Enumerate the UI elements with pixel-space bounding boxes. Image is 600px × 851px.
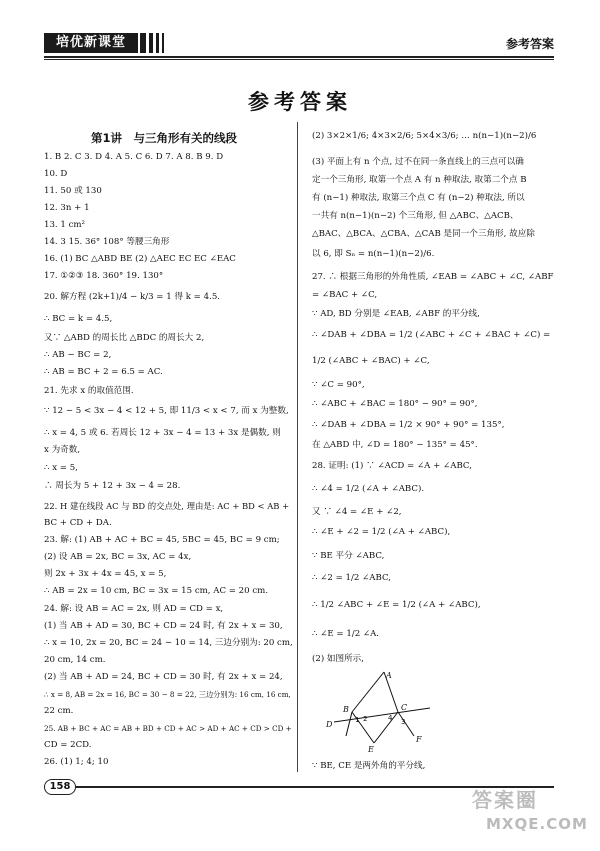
figure-label: A <box>386 671 392 680</box>
answer-line: 22. H 建在线段 AC 与 BD 的交点处, 理由是: AC + BD < AB + <box>44 501 290 511</box>
answer-line: ∴ BC = k = 4.5, <box>44 314 113 324</box>
right-answer-column <box>312 0 557 780</box>
answer-line: 24. 解: 设 AB = AC = 2x, 则 AD = CD = x, <box>44 604 224 614</box>
answer-line: BC + CD + DA. <box>44 518 112 528</box>
watermark-url: MXQE.COM <box>486 815 588 833</box>
page-number: 158 <box>44 779 76 795</box>
answer-line: 20 cm, 14 cm. <box>44 655 106 665</box>
answer-line: (2) 如图所示, <box>312 654 365 664</box>
answer-line: ∴ AB = 2x = 10 cm, BC = 3x = 15 cm, AC = 20 cm. <box>44 586 269 596</box>
column-divider <box>297 122 298 772</box>
figure-line-bx <box>346 712 352 736</box>
answer-line: (2) 设 AB = 2x, BC = 3x, AC = 4x, <box>44 552 192 562</box>
left-answer-column <box>44 0 294 780</box>
answer-line: 17. ①②③ 18. 360° 19. 130° <box>44 271 164 281</box>
answer-line: ∴ ∠2 = 1/2 ∠ABC, <box>312 573 391 583</box>
answer-line: ∴ ∠4 = 1/2 (∠A + ∠ABC). <box>312 484 425 494</box>
answer-line: ∵ BE, CE 是两外角的平分线, <box>312 761 426 771</box>
answer-line: 又∵ △ABD 的周长比 △BDC 的周长大 2, <box>44 333 205 343</box>
answer-line: ∴ AB = BC + 2 = 6.5 = AC. <box>44 367 163 377</box>
answer-line: 25. AB + BC + AC = AB + BD + CD + AC > AD + AC + CD > CD + <box>44 724 292 733</box>
answer-line: ∵ AD, BD 分别是 ∠EAB, ∠ABF 的平分线, <box>312 309 480 319</box>
answer-line: ∴ x = 5, <box>44 463 78 473</box>
answer-line: 26. (1) 1; 4; 10 <box>44 757 109 767</box>
answer-line: 1. B 2. C 3. D 4. A 5. C 6. D 7. A 8. B 9. D <box>44 152 224 162</box>
answer-line: 11. 50 或 130 <box>44 186 102 196</box>
watermark-logo: 答案圈 <box>472 788 538 812</box>
answer-line: 在 △ABD 中, ∠D = 180° − 135° = 45°. <box>312 440 478 450</box>
answer-line: 有 (n−1) 种取法, 取第三个点 C 有 (n−2) 种取法, 所以 <box>312 193 525 203</box>
figure-label: E <box>368 745 374 754</box>
page-title: 参考答案 <box>248 89 352 114</box>
answer-line: 21. 先求 x 的取值范围. <box>44 386 134 396</box>
answer-line: (2) 当 AB + AD = 24, BC + CD = 30 时, 有 2x + x = 24, <box>44 672 283 682</box>
answer-line: 又 ∵ ∠4 = ∠E + ∠2, <box>312 507 402 517</box>
figure-angle-label: 1 <box>355 716 360 724</box>
answer-line: = ∠BAC + ∠C, <box>312 290 378 300</box>
answer-line: 10. D <box>44 169 68 179</box>
answer-line: x 为奇数, <box>44 445 81 455</box>
answer-line: ∴ x = 8, AB = 2x = 16, BC = 30 − 8 = 22, 三边分别为: 16 cm, 16 cm, <box>44 690 291 699</box>
answer-line: 一共有 n(n−1)(n−2) 个三角形, 但 △ABC、△ACB、 <box>312 211 519 221</box>
answer-line: (3) 平面上有 n 个点, 过不在同一条直线上的三点可以确 <box>312 157 524 167</box>
answer-line: 定一个三角形, 取第一个点 A 有 n 种取法, 取第二个点 B <box>312 175 527 185</box>
figure-angle-label: 3 <box>401 718 406 726</box>
figure-label: F <box>416 735 422 744</box>
figure-line-ce <box>374 712 398 743</box>
answer-line: (2) 3×2×1/6; 4×3×2/6; 5×4×3/6; … n(n−1)(n−2)/6 <box>312 131 537 141</box>
figure-line-ab <box>352 672 384 712</box>
answer-line: ∴ x = 10, 2x = 20, BC = 24 − 10 = 14, 三边分别为: 20 cm, <box>44 638 293 648</box>
answer-line: 28. 证明: (1) ∵ ∠ACD = ∠A + ∠ABC, <box>312 461 472 471</box>
figure-label: D <box>326 720 333 729</box>
figure-angle-label: 2 <box>363 715 368 723</box>
answer-line: ∴ ∠E + ∠2 = 1/2 (∠A + ∠ABC), <box>312 527 451 537</box>
answer-line: (1) 当 AB + AD = 30, BC + CD = 24 时, 有 2x + x = 30, <box>44 621 283 631</box>
answer-line: 20. 解方程 (2k+1)/4 − k/3 = 1 得 k = 4.5. <box>44 292 221 302</box>
series-label: 培优新课堂 <box>44 33 138 53</box>
answer-line: 27. ∴ 根据三角形的外角性质, ∠EAB = ∠ABC + ∠C, ∠ABF <box>312 272 554 282</box>
answer-line: ∴ ∠DAB + ∠DBA = 1/2 (∠ABC + ∠C + ∠BAC + ∠C) = <box>312 330 551 340</box>
answer-line: ∴ 1/2 ∠ABC + ∠E = 1/2 (∠A + ∠ABC), <box>312 600 481 610</box>
section-title: 第1讲 与三角形有关的线段 <box>91 131 238 145</box>
header-section-label: 参考答案 <box>505 37 554 51</box>
answer-line: ∵ ∠C = 90°, <box>312 380 365 390</box>
triangle-figure <box>324 670 434 755</box>
answer-line: 23. 解: (1) AB + AC + BC = 45, 5BC = 45, BC = 9 cm; <box>44 535 280 545</box>
answer-line: ∵ 12 − 5 < 3x − 4 < 12 + 5, 即 11/3 < x < 7, 而 x 为整数, <box>44 406 289 416</box>
figure-label: B <box>343 705 349 714</box>
answer-line: 16. (1) BC △ABD BE (2) △AEC EC EC ∠EAC <box>44 254 236 264</box>
answer-line: CD = 2CD. <box>44 740 92 750</box>
answer-line: ∴ ∠E = 1/2 ∠A. <box>312 629 380 639</box>
answer-line: △BAC、△BCA、△CBA、△CAB 是同一个三角形, 故应除 <box>312 229 535 239</box>
answer-line: ∴ AB − BC = 2, <box>44 350 112 360</box>
answer-line: ∴ ∠DAB + ∠DBA = 1/2 × 90° + 90° = 135°, <box>312 420 505 430</box>
answer-line: 12. 3n + 1 <box>44 203 90 213</box>
answer-line: ∴ x = 4, 5 或 6. 若周长 12 + 3x − 4 = 13 + 3x 是偶数, 则 <box>44 428 281 438</box>
answer-line: 则 2x + 3x + 4x = 45, x = 5, <box>44 569 167 579</box>
answer-line: 以 6, 即 Sₙ = n(n−1)(n−2)/6. <box>312 249 435 259</box>
answer-line: ∵ BE 平分 ∠ABC, <box>312 551 385 561</box>
answer-line: 22 cm. <box>44 706 74 716</box>
answer-line: 13. 1 cm² <box>44 220 86 230</box>
answer-line: ∴ ∠ABC + ∠BAC = 180° − 90° = 90°, <box>312 399 478 409</box>
answer-line: 14. 3 15. 36° 108° 等腰三角形 <box>44 237 170 247</box>
figure-label: C <box>401 703 408 712</box>
answer-line: ∴ 周长为 5 + 12 + 3x − 4 = 28. <box>44 481 181 491</box>
answer-line: 1/2 (∠ABC + ∠BAC) + ∠C, <box>312 356 430 366</box>
figure-angle-label: 4 <box>388 714 393 722</box>
